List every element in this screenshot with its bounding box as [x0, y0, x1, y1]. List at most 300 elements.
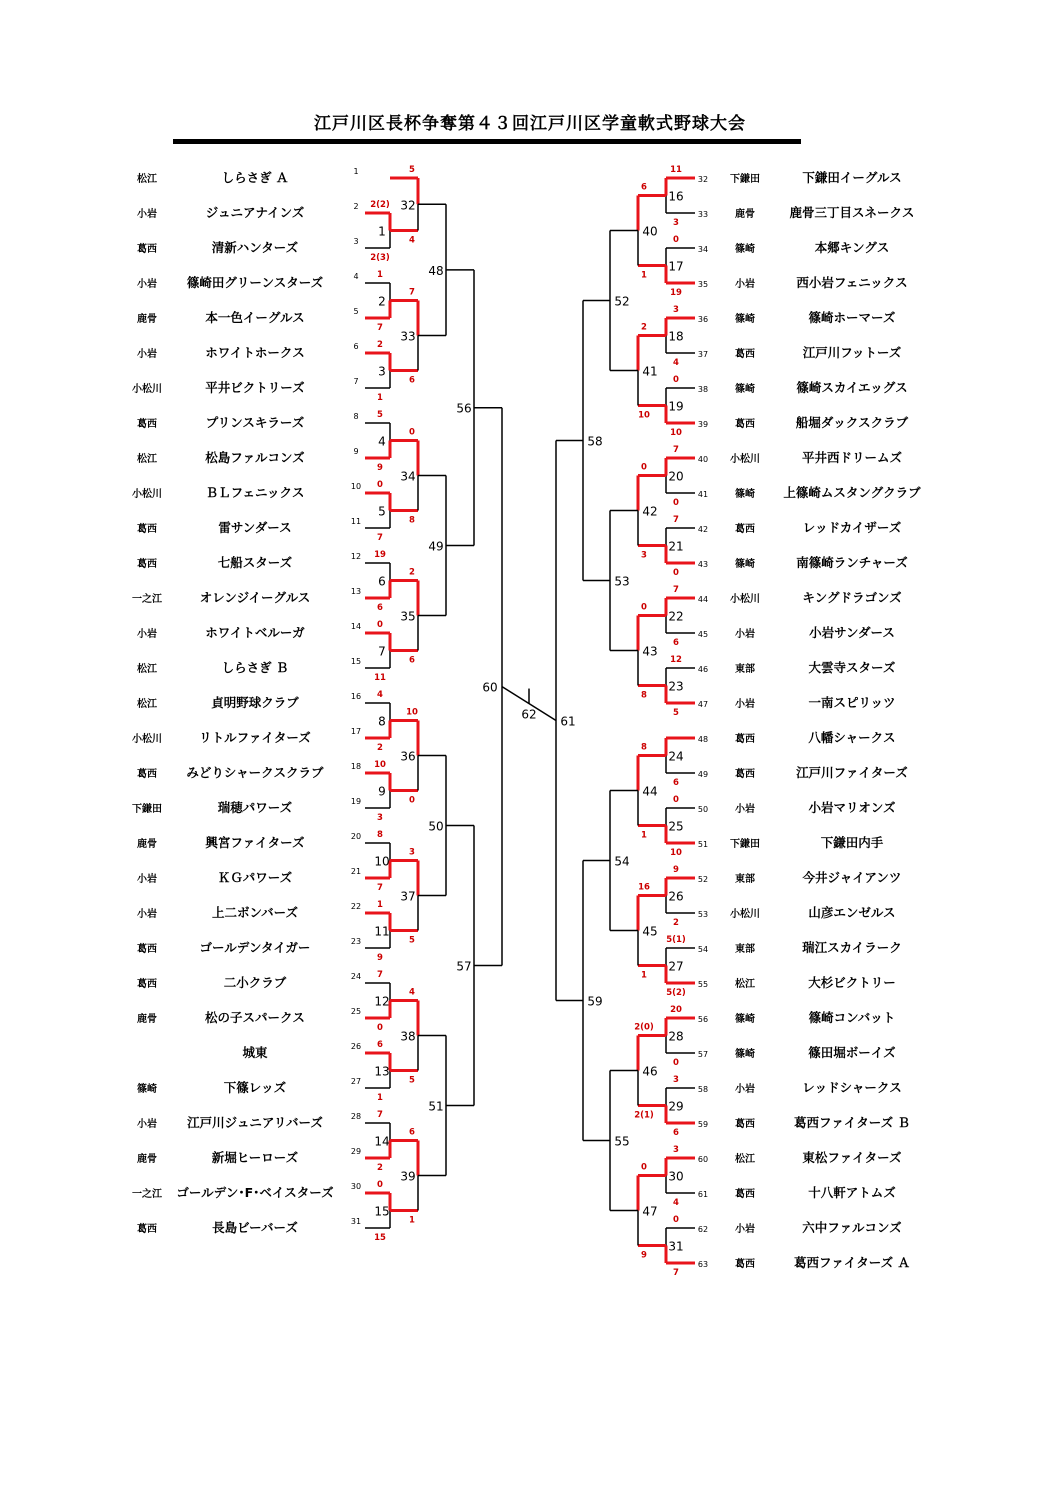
- team-seed: 33: [697, 210, 709, 219]
- team-name: 貞明野球クラブ: [211, 695, 299, 710]
- match-number: 6: [378, 574, 386, 589]
- match-number: 25: [668, 819, 684, 834]
- team-name: 小岩サンダース: [809, 625, 895, 640]
- team-region: 松江: [137, 699, 157, 710]
- score: 2: [377, 1163, 383, 1173]
- score: 7: [673, 585, 679, 595]
- score: 3: [673, 218, 679, 228]
- score: 7: [409, 287, 415, 298]
- team-region: 小岩: [735, 699, 755, 710]
- team-seed: 15: [350, 657, 362, 666]
- team-name: 八幡シャークス: [808, 730, 896, 745]
- team-region: 小岩: [137, 874, 157, 885]
- score: 11: [670, 165, 682, 175]
- match-number: 56: [456, 401, 472, 416]
- score: 10: [670, 848, 682, 858]
- score: 0: [673, 498, 679, 508]
- team-name: ＫＧパワーズ: [217, 870, 293, 885]
- team-seed: 54: [697, 945, 709, 954]
- match-number: 15: [374, 1204, 390, 1219]
- score: 7: [377, 970, 383, 980]
- team-region: 鹿骨: [137, 1014, 157, 1025]
- match-number: 7: [378, 644, 386, 659]
- team-region: 鹿骨: [137, 314, 157, 325]
- score: 6: [377, 603, 383, 613]
- score: 5(2): [666, 988, 686, 998]
- team-name: 十八軒アトムズ: [808, 1185, 896, 1200]
- match-number: 4: [378, 434, 386, 449]
- score: 3: [673, 1145, 679, 1155]
- score: 6: [673, 638, 679, 648]
- team-seed: 26: [350, 1042, 362, 1051]
- team-region: 篠崎: [735, 489, 755, 500]
- score: 0: [673, 235, 679, 245]
- score: 6: [673, 778, 679, 788]
- team-name: 興宮ファイターズ: [205, 835, 305, 850]
- match-number: 9: [378, 784, 386, 799]
- match-number: 28: [668, 1029, 684, 1044]
- match-number: 10: [374, 854, 390, 869]
- score: 1: [377, 393, 383, 403]
- score: 3: [377, 813, 383, 823]
- score: 7: [377, 533, 383, 543]
- team-name: 平井西ドリームズ: [801, 450, 903, 465]
- team-name: レッドカイザーズ: [802, 520, 902, 535]
- match-number: 8: [378, 714, 386, 729]
- team-name: 本一色イーグルス: [205, 310, 305, 325]
- final-match-number: 62: [521, 707, 537, 722]
- match-number: 33: [400, 329, 416, 344]
- match-number: 3: [378, 364, 386, 379]
- score: 0: [673, 568, 679, 578]
- score: 7: [673, 1268, 679, 1278]
- match-number: 11: [374, 924, 390, 939]
- match-number: 12: [374, 994, 390, 1009]
- team-region: 小松川: [730, 594, 760, 605]
- team-seed: 53: [697, 910, 709, 919]
- team-region: 鹿骨: [735, 209, 755, 220]
- team-region: 小岩: [137, 1119, 157, 1130]
- team-seed: 21: [350, 867, 362, 876]
- team-name: 松の子スパークス: [205, 1010, 305, 1025]
- team-seed: 34: [697, 245, 709, 254]
- team-region: 小松川: [132, 384, 162, 395]
- score: 0: [673, 795, 679, 805]
- score: 0: [673, 1215, 679, 1225]
- score: 5: [409, 1075, 415, 1086]
- team-region: 葛西: [735, 769, 755, 780]
- team-seed: 36: [697, 315, 709, 324]
- team-seed: 4: [353, 272, 359, 281]
- score: 6: [377, 1040, 383, 1050]
- score: 8: [641, 690, 647, 701]
- score: 6: [673, 1128, 679, 1138]
- team-region: 小岩: [735, 629, 755, 640]
- team-seed: 10: [350, 482, 362, 491]
- score: 10: [406, 707, 418, 718]
- team-name: リトルファイターズ: [199, 730, 311, 745]
- match-number: 30: [668, 1169, 684, 1184]
- team-name: プリンスキラーズ: [205, 415, 305, 430]
- match-number: 60: [482, 680, 498, 695]
- score: 6: [641, 182, 647, 193]
- score: 11: [374, 673, 386, 683]
- match-number: 53: [614, 574, 630, 589]
- team-seed: 44: [697, 595, 709, 604]
- team-name: レッドシャークス: [802, 1080, 902, 1095]
- team-name: 六中ファルコンズ: [802, 1220, 902, 1235]
- team-region: 東部: [735, 874, 755, 885]
- team-seed: 41: [697, 490, 709, 499]
- team-region: 葛西: [137, 524, 157, 535]
- team-seed: 62: [697, 1225, 709, 1234]
- team-name: 南篠崎ランチャーズ: [796, 555, 908, 570]
- team-name: 篠崎田グリーンスターズ: [186, 275, 324, 290]
- team-seed: 27: [350, 1077, 362, 1086]
- match-number: 49: [428, 539, 444, 554]
- team-name: しらさぎ Ａ: [221, 170, 289, 185]
- match-number: 58: [587, 434, 603, 449]
- match-number: 50: [428, 819, 444, 834]
- score: 19: [670, 288, 682, 298]
- match-number: 26: [668, 889, 684, 904]
- score: 7: [673, 515, 679, 525]
- team-seed: 43: [697, 560, 709, 569]
- score: 9: [673, 865, 679, 875]
- match-number: 40: [642, 224, 658, 239]
- team-seed: 12: [350, 552, 362, 561]
- score: 1: [377, 1093, 383, 1103]
- score: 4: [409, 987, 415, 998]
- team-name: 小岩マリオンズ: [808, 800, 896, 815]
- team-region: 小松川: [730, 909, 760, 920]
- match-number: 61: [560, 714, 576, 729]
- team-seed: 18: [350, 762, 362, 771]
- score: 16: [638, 882, 650, 893]
- match-number: 55: [614, 1134, 630, 1149]
- match-number: 21: [668, 539, 684, 554]
- team-seed: 25: [350, 1007, 362, 1016]
- team-name: 山彦エンゼルス: [808, 905, 896, 920]
- match-number: 29: [668, 1099, 684, 1114]
- team-name: ゴールデンタイガー: [199, 940, 311, 955]
- team-region: 篠崎: [735, 314, 755, 325]
- team-seed: 9: [353, 447, 359, 456]
- team-name: みどりシャークスクラブ: [186, 765, 324, 780]
- team-region: 葛西: [137, 769, 157, 780]
- match-number: 2: [378, 294, 386, 309]
- team-region: 篠崎: [735, 559, 755, 570]
- score: 0: [377, 480, 383, 490]
- match-number: 43: [642, 644, 658, 659]
- match-number: 27: [668, 959, 684, 974]
- score: 9: [641, 1250, 647, 1261]
- team-name: ジュニアナインズ: [205, 205, 305, 220]
- team-name: 船堀ダックスクラブ: [795, 415, 909, 430]
- match-number: 20: [668, 469, 684, 484]
- team-region: 小松川: [132, 734, 162, 745]
- score: 9: [377, 953, 383, 963]
- score: 7: [377, 1110, 383, 1120]
- team-seed: 47: [697, 700, 709, 709]
- score: 5: [673, 708, 679, 718]
- score: 10: [670, 428, 682, 438]
- score: 0: [673, 375, 679, 385]
- team-region: 小松川: [730, 454, 760, 465]
- match-number: 42: [642, 504, 658, 519]
- team-seed: 13: [350, 587, 362, 596]
- match-number: 16: [668, 189, 684, 204]
- team-region: 小岩: [735, 279, 755, 290]
- score: 2(3): [370, 253, 390, 263]
- match-number: 51: [428, 1099, 444, 1114]
- team-seed: 5: [353, 307, 359, 316]
- team-region: 葛西: [137, 944, 157, 955]
- team-seed: 19: [350, 797, 362, 806]
- team-region: 篠崎: [735, 244, 755, 255]
- score: 4: [673, 358, 679, 368]
- team-name: 松島ファルコンズ: [205, 450, 305, 465]
- team-name: 下鎌田イーグルス: [802, 170, 902, 185]
- score: 8: [377, 830, 383, 840]
- team-region: 葛西: [735, 1119, 755, 1130]
- team-region: 葛西: [137, 419, 157, 430]
- team-seed: 57: [697, 1050, 709, 1059]
- team-region: 東部: [735, 944, 755, 955]
- team-seed: 1: [353, 167, 359, 176]
- team-name: 篠田堀ボーイズ: [808, 1045, 896, 1060]
- team-region: 一之江: [132, 594, 162, 605]
- score: 9: [377, 463, 383, 473]
- score: 3: [641, 550, 647, 561]
- score: 5: [409, 935, 415, 946]
- score: 2: [377, 340, 383, 350]
- team-region: 松江: [137, 664, 157, 675]
- score: 6: [409, 655, 415, 666]
- team-seed: 55: [697, 980, 709, 989]
- team-seed: 58: [697, 1085, 709, 1094]
- team-name: 江戸川ファイターズ: [796, 765, 908, 780]
- team-region: 小岩: [137, 209, 157, 220]
- match-number: 35: [400, 609, 416, 624]
- match-number: 52: [614, 294, 630, 309]
- team-name: 下篠レッズ: [223, 1080, 287, 1095]
- team-name: 城東: [242, 1045, 268, 1060]
- team-region: 小岩: [137, 909, 157, 920]
- team-seed: 17: [350, 727, 362, 736]
- match-number: 47: [642, 1204, 658, 1219]
- score: 7: [377, 323, 383, 333]
- team-seed: 7: [353, 377, 359, 386]
- team-seed: 46: [697, 665, 709, 674]
- score: 2: [673, 918, 679, 928]
- team-region: 小岩: [137, 349, 157, 360]
- score: 5(1): [666, 935, 686, 945]
- team-region: 下鎌田: [730, 174, 760, 185]
- score: 6: [409, 1127, 415, 1138]
- team-name: 瑞江スカイラーク: [802, 940, 902, 955]
- team-region: 下鎌田: [132, 804, 162, 815]
- team-region: 松江: [735, 1154, 755, 1165]
- team-seed: 16: [350, 692, 362, 701]
- team-name: 長島ビーバーズ: [212, 1220, 298, 1235]
- team-region: 松江: [137, 174, 157, 185]
- match-number: 22: [668, 609, 684, 624]
- score: 2: [377, 743, 383, 753]
- team-seed: 39: [697, 420, 709, 429]
- team-name: 本郷キングス: [814, 240, 890, 255]
- team-region: 葛西: [137, 979, 157, 990]
- team-region: 葛西: [137, 244, 157, 255]
- team-name: ホワイトホークス: [205, 345, 305, 360]
- match-number: 54: [614, 854, 630, 869]
- team-name: 上篠崎ムスタングクラブ: [783, 485, 921, 500]
- team-name: 下鎌田内手: [820, 835, 884, 850]
- match-number: 19: [668, 399, 684, 414]
- team-name: 雷サンダース: [218, 520, 292, 535]
- team-region: 鹿骨: [137, 1154, 157, 1165]
- match-number: 13: [374, 1064, 390, 1079]
- team-seed: 8: [353, 412, 359, 421]
- team-seed: 63: [697, 1260, 709, 1269]
- match-number: 57: [456, 959, 472, 974]
- team-name: 平井ビクトリーズ: [205, 380, 305, 395]
- team-region: 篠崎: [735, 1014, 755, 1025]
- team-seed: 48: [697, 735, 709, 744]
- team-name: 大雲寺スターズ: [808, 660, 896, 675]
- team-region: 一之江: [132, 1189, 162, 1200]
- score: 7: [673, 445, 679, 455]
- team-region: 下鎌田: [730, 839, 760, 850]
- score: 2(0): [634, 1022, 654, 1033]
- team-region: 小松川: [132, 489, 162, 500]
- score: 0: [377, 1023, 383, 1033]
- match-number: 59: [587, 994, 603, 1009]
- team-region: 篠崎: [735, 1049, 755, 1060]
- team-seed: 32: [697, 175, 709, 184]
- score: 0: [377, 620, 383, 630]
- match-number: 31: [668, 1239, 684, 1254]
- score: 1: [641, 970, 647, 981]
- team-name: 西小岩フェニックス: [796, 275, 908, 290]
- team-seed: 45: [697, 630, 709, 639]
- score: 3: [673, 1075, 679, 1085]
- team-region: 小岩: [735, 1224, 755, 1235]
- team-region: 葛西: [137, 559, 157, 570]
- team-region: 葛西: [137, 1224, 157, 1235]
- tournament-title: 江戸川区長杯争奪第４３回江戸川区学童軟式野球大会: [314, 114, 746, 134]
- team-seed: 50: [697, 805, 709, 814]
- team-name: しらさぎ Ｂ: [221, 660, 289, 675]
- score: 10: [638, 410, 650, 421]
- score: 5: [377, 410, 383, 420]
- score: 19: [374, 550, 386, 560]
- team-name: 東松ファイターズ: [802, 1150, 902, 1165]
- match-number: 44: [642, 784, 658, 799]
- match-number: 14: [374, 1134, 390, 1149]
- team-name: 篠崎スカイエッグス: [796, 380, 908, 395]
- team-name: 江戸川フットーズ: [802, 345, 902, 360]
- team-name: 葛西ファイターズ Ａ: [794, 1255, 910, 1270]
- team-seed: 2: [353, 202, 359, 211]
- team-seed: 37: [697, 350, 709, 359]
- score: 1: [409, 1215, 415, 1226]
- team-seed: 14: [350, 622, 362, 631]
- score: 1: [641, 830, 647, 841]
- team-seed: 40: [697, 455, 709, 464]
- team-region: 東部: [735, 664, 755, 675]
- match-number: 36: [400, 749, 416, 764]
- score: 0: [377, 1180, 383, 1190]
- score: 4: [409, 235, 415, 246]
- team-seed: 24: [350, 972, 362, 981]
- team-region: 松江: [137, 454, 157, 465]
- team-region: 葛西: [735, 734, 755, 745]
- score: 5: [409, 165, 415, 175]
- team-name: 上二ボンバーズ: [211, 905, 299, 920]
- team-region: 篠崎: [137, 1084, 157, 1095]
- team-name: 新堀ヒーローズ: [211, 1150, 299, 1165]
- score: 2(1): [634, 1110, 654, 1121]
- match-number: 1: [378, 224, 386, 239]
- team-region: 葛西: [735, 524, 755, 535]
- team-name: 篠崎コンバット: [808, 1010, 896, 1025]
- team-region: 葛西: [735, 419, 755, 430]
- match-number: 45: [642, 924, 658, 939]
- team-seed: 42: [697, 525, 709, 534]
- score: 20: [670, 1005, 682, 1015]
- team-name: ゴールデン･F･ベイスターズ: [176, 1185, 334, 1200]
- score: 7: [377, 883, 383, 893]
- team-seed: 49: [697, 770, 709, 779]
- team-seed: 20: [350, 832, 362, 841]
- match-number: 38: [400, 1029, 416, 1044]
- score: 2: [641, 322, 647, 333]
- team-name: 篠崎ホーマーズ: [808, 310, 896, 325]
- team-region: 篠崎: [735, 384, 755, 395]
- score: 1: [377, 900, 383, 910]
- team-name: 清新ハンターズ: [211, 240, 299, 255]
- score: 0: [409, 427, 415, 438]
- score: 4: [377, 690, 383, 700]
- team-seed: 29: [350, 1147, 362, 1156]
- team-name: 江戸川ジュニアリバーズ: [187, 1115, 323, 1130]
- team-region: 鹿骨: [137, 839, 157, 850]
- team-name: 大杉ビクトリー: [808, 975, 896, 990]
- score: 3: [409, 847, 415, 858]
- team-region: 小岩: [735, 804, 755, 815]
- team-seed: 56: [697, 1015, 709, 1024]
- team-name: 瑞穂パワーズ: [217, 800, 293, 815]
- team-seed: 23: [350, 937, 362, 946]
- team-seed: 28: [350, 1112, 362, 1121]
- score: 1: [641, 270, 647, 281]
- team-seed: 60: [697, 1155, 709, 1164]
- team-seed: 6: [353, 342, 359, 351]
- score: 10: [374, 760, 386, 770]
- team-name: 今井ジャイアンツ: [802, 870, 902, 885]
- score: 3: [673, 305, 679, 315]
- team-name: 葛西ファイターズ Ｂ: [794, 1115, 910, 1130]
- team-name: ホワイトベルーガ: [205, 625, 305, 640]
- score: 0: [673, 1058, 679, 1068]
- team-seed: 31: [350, 1217, 362, 1226]
- team-seed: 51: [697, 840, 709, 849]
- team-name: 七船スターズ: [217, 555, 293, 570]
- score: 6: [409, 375, 415, 386]
- team-region: 葛西: [735, 349, 755, 360]
- team-region: 葛西: [735, 1259, 755, 1270]
